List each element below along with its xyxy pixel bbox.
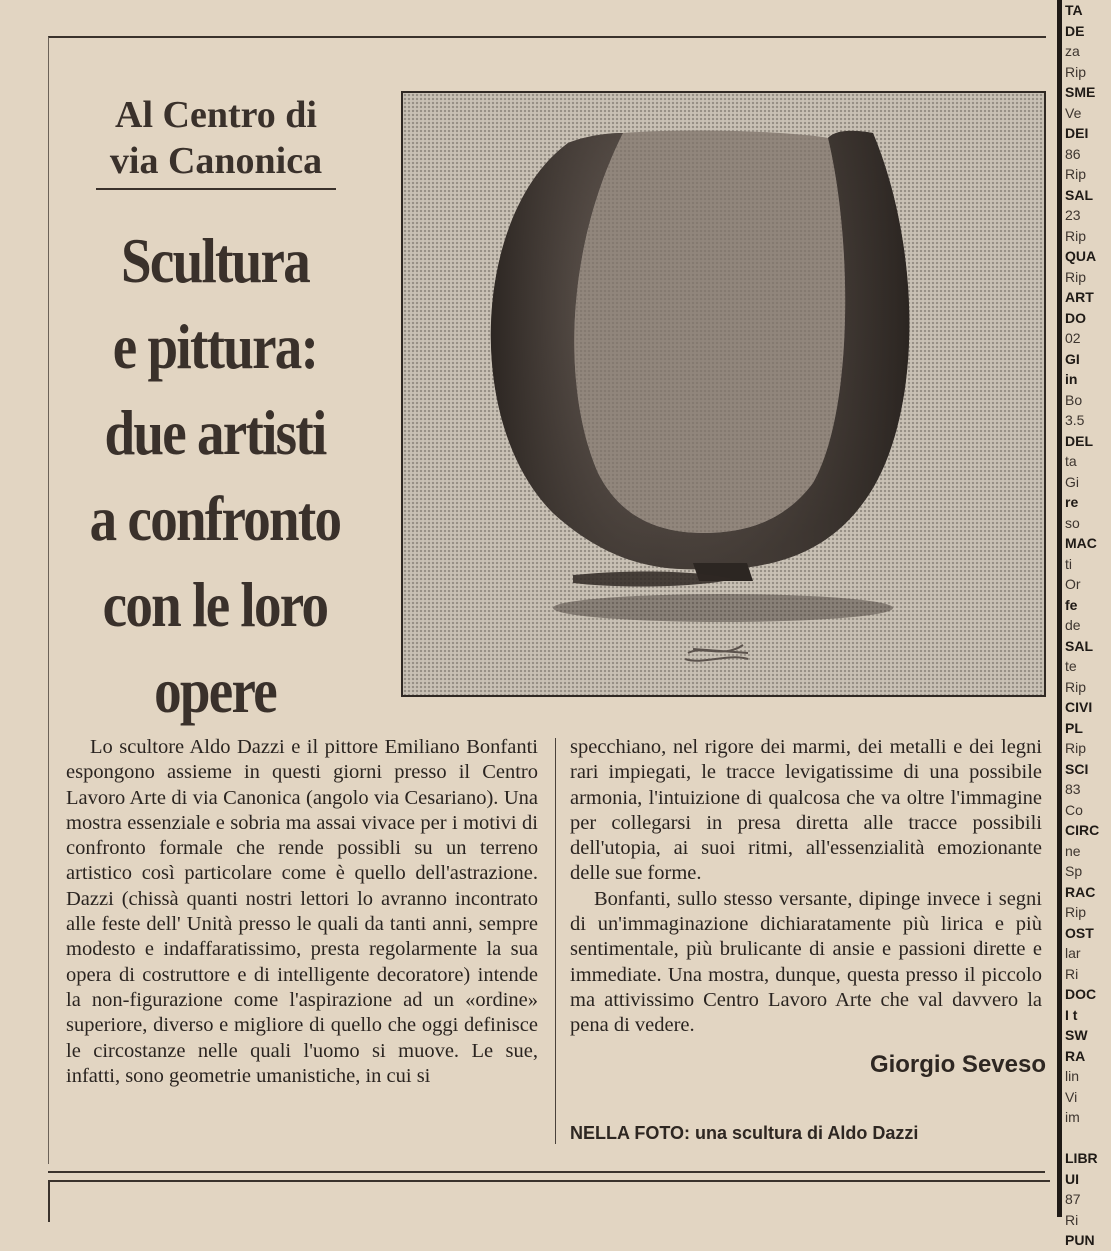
sidebar-fragment-line: CIRC	[1065, 822, 1100, 838]
sidebar-fragment-line: QUA	[1065, 248, 1097, 264]
sidebar-fragment-line: so	[1065, 514, 1080, 531]
sidebar-fragment-line: 02	[1065, 330, 1081, 346]
sidebar-fragment-line: fe	[1065, 596, 1078, 613]
sidebar-fragment-line: ta	[1065, 453, 1077, 469]
sidebar-fragment-line: Bo	[1065, 391, 1083, 408]
sidebar-fragment-line: CIVI	[1065, 699, 1093, 715]
sidebar-fragment-line: SAL	[1065, 186, 1093, 203]
article-headline	[82, 218, 349, 734]
sidebar-fragment-line: im	[1065, 1109, 1080, 1125]
article-column-2	[570, 735, 1042, 1039]
sidebar-fragment-line: Rip	[1065, 268, 1087, 285]
sidebar-fragment-line: SW	[1065, 1027, 1088, 1043]
sidebar-fragment-line: DO	[1065, 309, 1086, 326]
sidebar-fragment-line: lin	[1065, 1068, 1080, 1084]
sidebar-fragment-line: I t	[1065, 1006, 1078, 1023]
article-paragraph: specchiano, nel rigore dei marmi, dei metalli e dei legni rari impiegati, le tracce levigatissime di una possibile armonia, l'intuizione di qualcosa che va oltre l'immagine per collegarsi in presa diretta alle tracce possibili dell'utopia, ai suoi ritmi, all'essenzialità emozionante delle sue forme.	[570, 736, 1042, 885]
sidebar-fragment-line: te	[1065, 658, 1077, 674]
sidebar-fragment-line: DEI	[1065, 125, 1089, 141]
sculpture-shadow	[553, 594, 893, 622]
photo-caption: NELLA FOTO: una scultura di Aldo Dazzi	[570, 1123, 919, 1143]
sidebar-fragment-line: Ve	[1065, 104, 1082, 121]
bottom-rule	[48, 1171, 1045, 1173]
sidebar-fragment-line: DEL	[1065, 432, 1093, 449]
sidebar-fragment-line: re	[1065, 494, 1079, 510]
sidebar-fragment-line: Gi	[1065, 473, 1079, 490]
sidebar-fragment-line: Co	[1065, 801, 1083, 818]
sidebar-fragment-line: RA	[1065, 1047, 1086, 1064]
sidebar-fragment-line: Rip	[1065, 740, 1087, 756]
headline-line: opere	[154, 655, 276, 726]
sidebar-fragment-line: MAC	[1065, 535, 1097, 551]
sidebar-fragment-line: PL	[1065, 719, 1083, 736]
sidebar-fragment-line: UI	[1065, 1170, 1079, 1187]
sidebar-fragment-line: OST	[1065, 924, 1094, 941]
sidebar-fragment-line: GI	[1065, 350, 1080, 367]
sculpture-illustration	[403, 93, 1044, 695]
headline-line: e pittura:	[112, 311, 318, 382]
headline-line: Scultura	[120, 225, 310, 296]
sidebar-fragment-line: lar	[1065, 945, 1081, 961]
sidebar-fragment-line: Rip	[1065, 227, 1087, 244]
sidebar-fragment-line: Rip	[1065, 904, 1087, 920]
artist-signature-mark	[685, 645, 748, 661]
sidebar-fragment-line: DE	[1065, 22, 1085, 39]
sidebar-fragment-line: Ri	[1065, 1211, 1079, 1228]
sidebar-fragment-line: TA	[1065, 2, 1083, 18]
headline-line: due artisti	[104, 397, 326, 468]
sidebar-fragment-line: LIBR	[1065, 1150, 1098, 1166]
article-paragraph: Bonfanti, sullo stesso versante, dipinge invece i segni di un'immaginazione dichiaratamente più lirica e più sentimentale, più brulicante di ansie e passioni dirette e immediate. Una mostra, dunque, questa presso il piccolo ma attivissimo Centro Lavoro Arte che val davvero la pena di vedere.	[570, 887, 1042, 1037]
column-rule-right	[1057, 0, 1062, 1217]
adjacent-column-fragment	[1065, 0, 1111, 1248]
sidebar-fragment-line: 3.5	[1065, 412, 1085, 428]
sidebar-fragment-line: RAC	[1065, 883, 1096, 900]
sidebar-fragment-line: PUN	[1065, 1232, 1095, 1248]
sidebar-fragment-line: Vi	[1065, 1088, 1078, 1105]
sidebar-fragment-line: 86	[1065, 145, 1081, 162]
sidebar-fragment-line: ne	[1065, 842, 1081, 859]
sidebar-fragment-line	[1065, 1128, 1111, 1149]
previous-article-fragment	[0, 0, 1060, 10]
headline-line: con le loro	[102, 569, 328, 640]
column-divider	[555, 738, 556, 1144]
sidebar-fragment-line: Rip	[1065, 678, 1087, 695]
sidebar-fragment-line: 23	[1065, 207, 1081, 223]
sidebar-fragment-line: Rip	[1065, 166, 1087, 182]
sculpture-photo	[401, 91, 1046, 697]
sidebar-fragment-line: Rip	[1065, 63, 1087, 80]
article-column-1	[66, 735, 538, 1089]
sidebar-fragment-line: in	[1065, 371, 1078, 387]
article-byline: Giorgio Seveso	[869, 1051, 1046, 1078]
sidebar-fragment-line: Ri	[1065, 965, 1079, 982]
article-paragraph: Lo scultore Aldo Dazzi e il pittore Emiliano Bonfanti espongono assieme in questi giorni presso il Centro Lavoro Arte di via Canonica (angolo via Cesariano). Una mostra essenziale e sobria ma assai vivace per i motivi di confronto formale che rende possibli su un terreno artistico così particolare come è quello dell'astrazione. Dazzi (chissà quanti nostri lettori lo avranno incontrato alle feste dell' Unità presso le quali da tanti anni, sempre modesto e indaffaratissimo, presta regolarmente la sua opera di costruttore e di intelligente decoratore) intende la non-figurazione come l'aspirazione ad un «ordine» superiore, diverso e migliore di quello che oggi definisce le circostanze nelle quali l'uomo si muove. Le sue, infatti, sono geometrie umanistiche, in cui si	[66, 736, 538, 1087]
sidebar-fragment-line: DOC	[1065, 986, 1097, 1002]
sidebar-fragment-line: de	[1065, 617, 1081, 633]
sidebar-fragment-line: Or	[1065, 576, 1081, 592]
sidebar-fragment-line: 83	[1065, 781, 1081, 797]
sidebar-fragment-line: za	[1065, 43, 1080, 59]
sidebar-fragment-line: Sp	[1065, 863, 1083, 879]
sidebar-fragment-line: SME	[1065, 84, 1096, 100]
sidebar-fragment-line: 87	[1065, 1191, 1081, 1207]
article-kicker: Al Centro di via Canonica	[96, 92, 336, 190]
headline-line: a confronto	[89, 483, 341, 554]
sidebar-fragment-line: SCI	[1065, 760, 1089, 777]
sculpture-inner-face	[574, 130, 845, 533]
sidebar-fragment-line: ti	[1065, 555, 1072, 572]
sidebar-fragment-line: SAL	[1065, 637, 1093, 654]
sidebar-fragment-line: ART	[1065, 289, 1094, 305]
next-article-frame	[48, 1180, 1050, 1222]
